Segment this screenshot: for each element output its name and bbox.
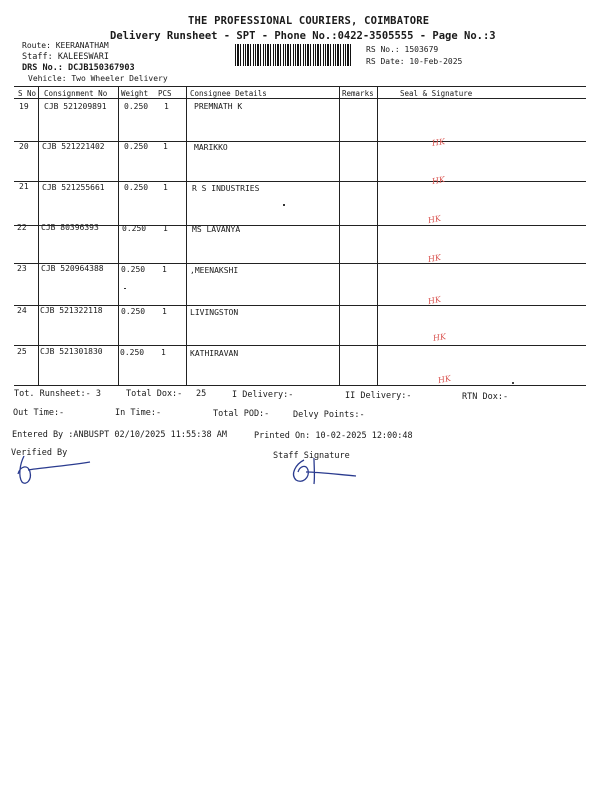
row-weight: 0.250 [121,265,146,274]
col-header-sno: S No [18,89,37,98]
pod-mark: HK [427,252,442,265]
col-header-weight: Weight [121,89,149,98]
pod-mark: HK [431,174,446,187]
col-divider [38,86,39,385]
pod-mark: HK [431,137,446,148]
row-weight: 0.250 [120,348,145,357]
row-consignment: CJB 521255661 [42,183,105,192]
row-sno: 25 [17,347,27,356]
row-weight: 0.250 [124,102,149,111]
row-pcs: 1 [163,183,168,192]
row-pcs: 1 [162,307,167,316]
verified-by-label: Verified By [11,448,68,458]
barcode-icon [235,44,353,66]
row-consignee: MARIKKO [194,143,228,152]
rs-number: RS No.: 1503679 [366,45,439,54]
runsheet-subtitle: Delivery Runsheet - SPT - Phone No.:0422-3505555 - Page No.:3 [110,30,496,42]
row-sno: 19 [19,102,29,111]
row-pcs: 1 [163,224,168,233]
row-consignment: CJB 521209891 [44,102,107,111]
row-divider [14,181,586,182]
ii-delivery: II Delivery:- [345,391,412,401]
row-sno: 23 [17,264,27,273]
table-header-rule [14,98,586,99]
table-bottom-rule [14,385,586,386]
row-consignee: LIVINGSTON [190,308,239,317]
staff-signature-label: Staff Signature [273,451,350,461]
col-header-remarks: Remarks [342,89,374,98]
pod-mark: HK [432,332,447,343]
route-text: Route: KEERANATHAM [22,41,109,50]
ink-speck [124,288,126,289]
col-header-seal: Seal & Signature [400,89,473,98]
row-consignee: ,MEENAKSHI [190,266,239,275]
row-consignee: KATHIRAVAN [190,349,239,358]
row-consignee: PREMNATH K [194,102,243,111]
staff-signature-icon [284,456,364,486]
pod-mark: HK [427,294,442,307]
ink-speck [512,382,514,384]
col-divider [377,86,378,385]
col-divider [339,86,340,385]
delvy-points: Delvy Points:- [293,410,365,420]
printed-on: Printed On: 10-02-2025 12:00:48 [254,431,413,441]
row-pcs: 1 [162,265,167,274]
vehicle-text: Vehicle: Two Wheeler Delivery [28,74,168,83]
tot-runsheet: Tot. Runsheet:- 3 [14,389,101,399]
row-weight: 0.250 [124,142,149,151]
row-consignment: CJB 521301830 [40,347,103,356]
col-header-pcs: PCS [158,89,172,98]
table-top-rule [14,86,586,87]
row-divider [14,345,586,346]
row-divider [14,225,586,226]
col-divider [186,86,187,385]
total-pod: Total POD:- [213,409,270,419]
in-time: In Time:- [115,408,162,418]
row-sno: 24 [17,306,27,315]
rtn-dox: RTN Dox:- [462,392,509,402]
col-header-consignee: Consignee Details [190,89,267,98]
row-weight: 0.250 [124,183,149,192]
row-weight: 0.250 [121,307,146,316]
rs-date: RS Date: 10-Feb-2025 [366,57,463,66]
row-consignee: MS LAVANYA [192,225,241,234]
row-pcs: 1 [163,142,168,151]
row-weight: 0.250 [122,224,147,233]
row-consignment: CJB 521221402 [42,142,105,151]
row-sno: 22 [17,223,27,232]
row-consignee: R S INDUSTRIES [192,184,260,193]
entered-by: Entered By :ANBUSPT 02/10/2025 11:55:38 AM [12,430,227,440]
company-title: THE PROFESSIONAL COURIERS, COIMBATORE [188,15,430,27]
row-sno: 21 [19,182,29,191]
row-consignment: CJB 520964388 [41,264,104,273]
verified-signature-icon [10,452,100,488]
row-pcs: 1 [161,348,166,357]
row-consignment: CJB 521322118 [40,306,103,315]
total-dox-value: 25 [196,389,207,399]
pod-mark: HK [427,213,442,226]
col-header-consignment: Consignment No [44,89,108,98]
ink-speck [283,204,285,206]
staff-text: Staff: KALEESWARI [22,52,109,62]
col-divider [118,86,119,385]
drs-number: DRS No.: DCJB150367903 [22,63,135,73]
i-delivery: I Delivery:- [232,390,294,400]
row-consignment: CJB 80396393 [41,223,99,232]
pod-mark: HK [437,373,452,386]
row-pcs: 1 [164,102,169,111]
total-dox-label: Total Dox:- [126,389,183,399]
row-sno: 20 [19,142,29,151]
out-time: Out Time:- [13,408,65,418]
